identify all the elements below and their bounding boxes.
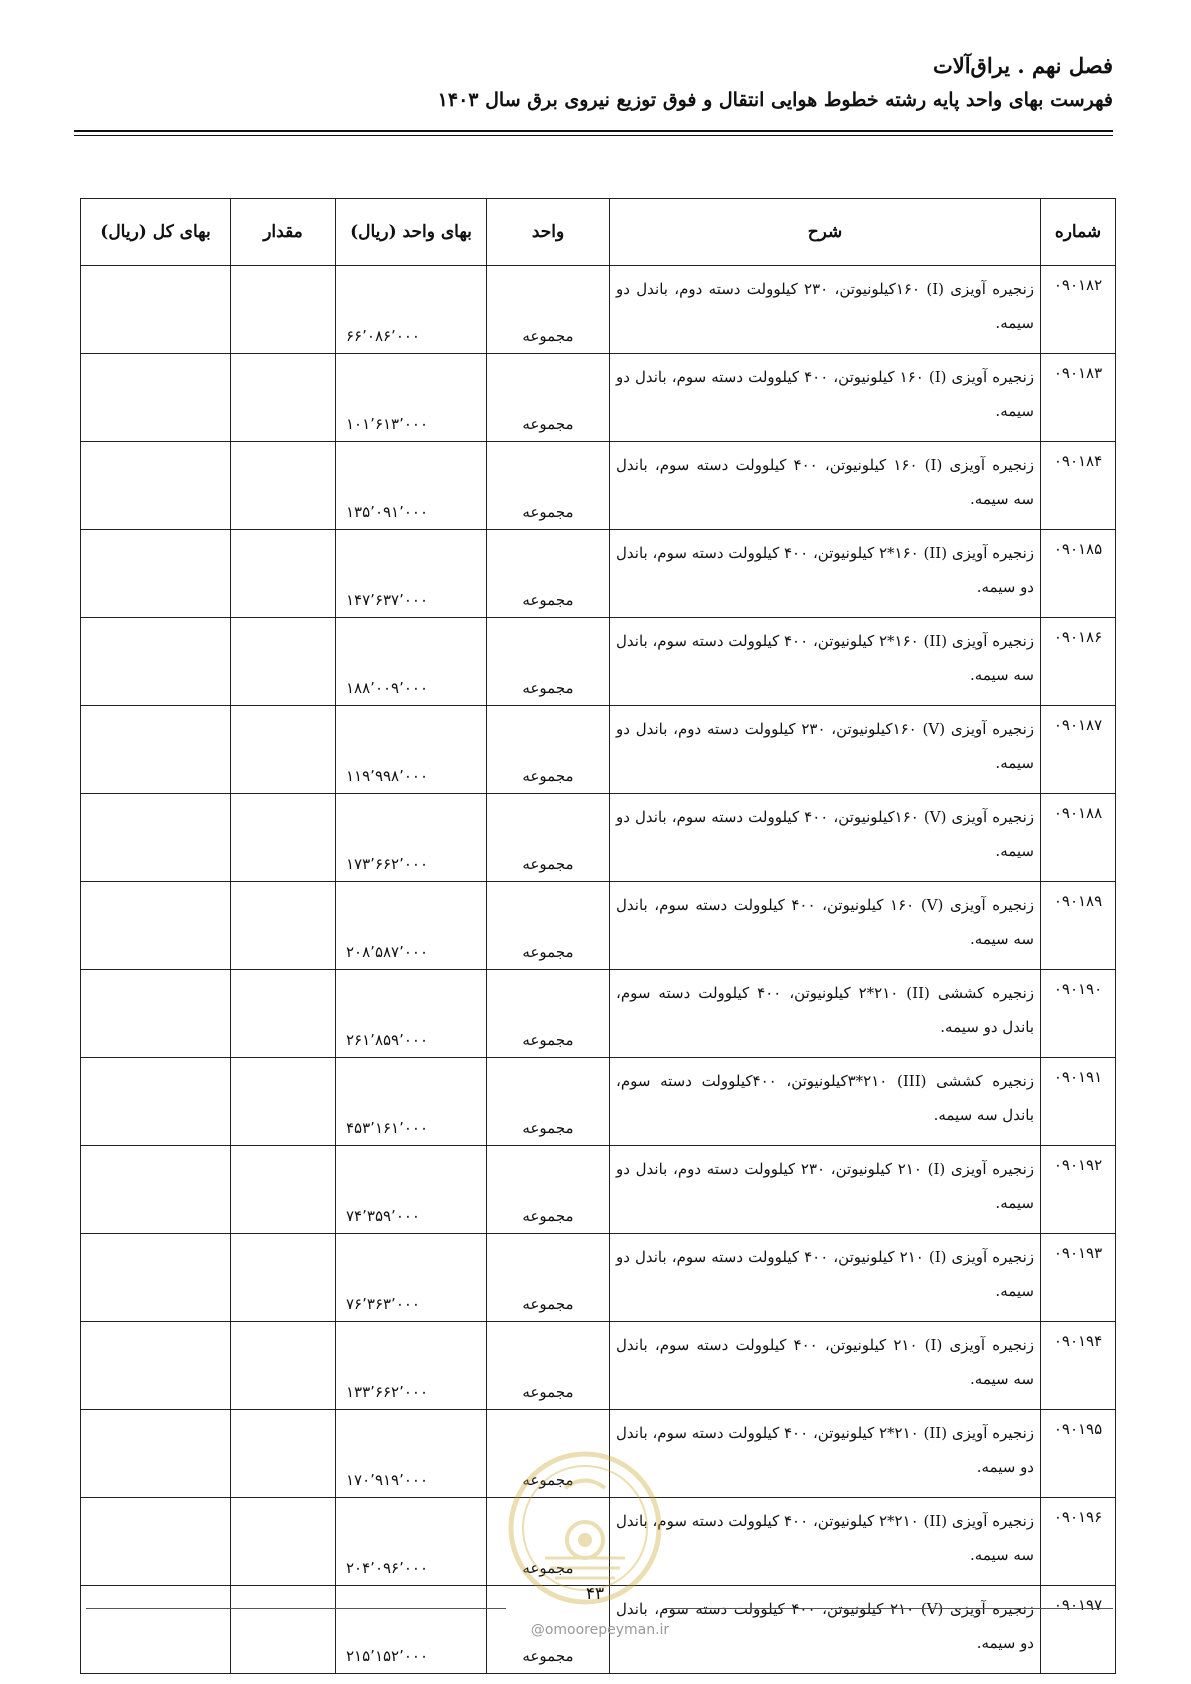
row-description: زنجیره کششی (III) ۳*۲۱۰کیلونیوتن، ۴۰۰کیلوولت دسته سوم، باندل سه سیمه. (610, 1058, 1041, 1146)
row-quantity (231, 1058, 336, 1146)
table-row (81, 266, 1116, 354)
row-quantity (231, 1586, 336, 1674)
row-code: ۰۹۰۱۸۴ (1041, 442, 1116, 530)
table-row (81, 1322, 1116, 1410)
table-header-row (81, 199, 1116, 266)
row-quantity (231, 354, 336, 442)
header-rule (74, 130, 1113, 132)
row-total-price (81, 1410, 231, 1498)
row-unit-price: ۲۱۵٬۱۵۲٬۰۰۰ (336, 1586, 487, 1674)
row-description: زنجیره آویزی (I) ۲۱۰ کیلونیوتن، ۴۰۰ کیلوولت دسته سوم، باندل دو سیمه. (610, 1234, 1041, 1322)
row-code: ۰۹۰۱۹۰ (1041, 970, 1116, 1058)
row-description: زنجیره آویزی (II) ۲*۲۱۰ کیلونیوتن، ۴۰۰ کیلوولت دسته سوم، باندل سه سیمه. (610, 1498, 1041, 1586)
row-code: ۰۹۰۱۹۶ (1041, 1498, 1116, 1586)
row-total-price (81, 442, 231, 530)
table-row (81, 1234, 1116, 1322)
col-header-description: شرح (610, 199, 1041, 266)
row-quantity (231, 442, 336, 530)
row-description: زنجیره آویزی (II) ۲*۱۶۰ کیلونیوتن، ۴۰۰ کیلوولت دسته سوم، باندل سه سیمه. (610, 618, 1041, 706)
row-unit: مجموعه (487, 618, 610, 706)
row-description: زنجیره آویزی (I) ۱۶۰ کیلونیوتن، ۴۰۰ کیلوولت دسته سوم، باندل دو سیمه. (610, 354, 1041, 442)
row-unit: مجموعه (487, 1146, 610, 1234)
row-total-price (81, 530, 231, 618)
row-description: زنجیره آویزی (I) ۱۶۰کیلونیوتن، ۲۳۰ کیلوولت دسته دوم، باندل دو سیمه. (610, 266, 1041, 354)
row-code: ۰۹۰۱۸۶ (1041, 618, 1116, 706)
table-row (81, 618, 1116, 706)
table-row (81, 970, 1116, 1058)
row-description: زنجیره کششی (II) ۲*۲۱۰ کیلونیوتن، ۴۰۰ کیلوولت دسته سوم، باندل دو سیمه. (610, 970, 1041, 1058)
row-quantity (231, 882, 336, 970)
row-description: زنجیره آویزی (I) ۲۱۰ کیلونیوتن، ۲۳۰ کیلوولت دسته دوم، باندل دو سیمه. (610, 1146, 1041, 1234)
row-unit-price: ۲۰۸٬۵۸۷٬۰۰۰ (336, 882, 487, 970)
row-description: زنجیره آویزی (V) ۱۶۰کیلونیوتن، ۲۳۰ کیلوولت دسته دوم، باندل دو سیمه. (610, 706, 1041, 794)
row-unit-price: ۱۰۱٬۶۱۳٬۰۰۰ (336, 354, 487, 442)
row-quantity (231, 970, 336, 1058)
table-row (81, 1058, 1116, 1146)
row-unit: مجموعه (487, 442, 610, 530)
row-total-price (81, 794, 231, 882)
table-row (81, 442, 1116, 530)
row-total-price (81, 1146, 231, 1234)
col-header-total-price: بهای کل (ریال) (81, 199, 231, 266)
row-code: ۰۹۰۱۸۹ (1041, 882, 1116, 970)
row-quantity (231, 794, 336, 882)
row-total-price (81, 706, 231, 794)
row-unit-price: ۶۶٬۰۸۶٬۰۰۰ (336, 266, 487, 354)
col-header-unit: واحد (487, 199, 610, 266)
row-code: ۰۹۰۱۹۴ (1041, 1322, 1116, 1410)
row-unit: مجموعه (487, 1234, 610, 1322)
row-quantity (231, 1146, 336, 1234)
col-header-code: شماره (1041, 199, 1116, 266)
table-row (81, 1146, 1116, 1234)
row-code: ۰۹۰۱۸۲ (1041, 266, 1116, 354)
row-quantity (231, 618, 336, 706)
row-unit: مجموعه (487, 794, 610, 882)
row-code: ۰۹۰۱۸۵ (1041, 530, 1116, 618)
page-header (74, 52, 1113, 114)
table-row (81, 354, 1116, 442)
row-unit: مجموعه (487, 354, 610, 442)
row-unit-price: ۱۱۹٬۹۹۸٬۰۰۰ (336, 706, 487, 794)
document-title: فهرست بهای واحد پایه رشته خطوط هوایی انتقال و فوق توزیع نیروی برق سال ۱۴۰۳ (437, 89, 1113, 111)
row-total-price (81, 970, 231, 1058)
row-unit-price: ۲۰۴٬۰۹۶٬۰۰۰ (336, 1498, 487, 1586)
table-row (81, 706, 1116, 794)
row-unit: مجموعه (487, 530, 610, 618)
row-code: ۰۹۰۱۹۷ (1041, 1586, 1116, 1674)
row-quantity (231, 1410, 336, 1498)
page-number: ۴۳ (585, 1584, 605, 1604)
row-quantity (231, 266, 336, 354)
row-unit-price: ۷۴٬۳۵۹٬۰۰۰ (336, 1146, 487, 1234)
site-watermark-text: @omoorepeyman.ir (530, 1622, 670, 1638)
row-code: ۰۹۰۱۹۱ (1041, 1058, 1116, 1146)
row-quantity (231, 1498, 336, 1586)
row-unit-price: ۱۷۳٬۶۶۲٬۰۰۰ (336, 794, 487, 882)
row-unit-price: ۲۶۱٬۸۵۹٬۰۰۰ (336, 970, 487, 1058)
table-row (81, 794, 1116, 882)
row-description: زنجیره آویزی (V) ۲۱۰ کیلونیوتن، ۴۰۰ کیلوولت دسته سوم، باندل دو سیمه. (610, 1586, 1041, 1674)
row-quantity (231, 1322, 336, 1410)
table-row (81, 882, 1116, 970)
header-rule-thin (74, 135, 1113, 136)
row-description: زنجیره آویزی (V) ۱۶۰ کیلونیوتن، ۴۰۰ کیلوولت دسته سوم، باندل سه سیمه. (610, 882, 1041, 970)
row-unit: مجموعه (487, 1410, 610, 1498)
row-description: زنجیره آویزی (V) ۱۶۰کیلونیوتن، ۴۰۰ کیلوولت دسته سوم، باندل دو سیمه. (610, 794, 1041, 882)
row-quantity (231, 1234, 336, 1322)
row-unit-price: ۱۷۰٬۹۱۹٬۰۰۰ (336, 1410, 487, 1498)
row-total-price (81, 1234, 231, 1322)
footer-rule-left (86, 1608, 506, 1609)
row-unit-price: ۱۳۵٬۰۹۱٬۰۰۰ (336, 442, 487, 530)
row-unit: مجموعه (487, 1586, 610, 1674)
row-description: زنجیره آویزی (II) ۲*۲۱۰ کیلونیوتن، ۴۰۰ کیلوولت دسته سوم، باندل دو سیمه. (610, 1410, 1041, 1498)
row-unit: مجموعه (487, 1498, 610, 1586)
row-unit-price: ۱۳۳٬۶۶۲٬۰۰۰ (336, 1322, 487, 1410)
row-unit: مجموعه (487, 882, 610, 970)
row-quantity (231, 530, 336, 618)
row-unit: مجموعه (487, 706, 610, 794)
table-row (81, 530, 1116, 618)
chapter-title: فصل نهم . یراق‌آلات (932, 53, 1113, 78)
row-total-price (81, 266, 231, 354)
row-unit-price: ۱۸۸٬۰۰۹٬۰۰۰ (336, 618, 487, 706)
row-unit-price: ۱۴۷٬۶۳۷٬۰۰۰ (336, 530, 487, 618)
row-total-price (81, 354, 231, 442)
row-unit: مجموعه (487, 970, 610, 1058)
row-description: زنجیره آویزی (I) ۲۱۰ کیلونیوتن، ۴۰۰ کیلوولت دسته سوم، باندل سه سیمه. (610, 1322, 1041, 1410)
row-unit: مجموعه (487, 266, 610, 354)
row-code: ۰۹۰۱۹۵ (1041, 1410, 1116, 1498)
row-total-price (81, 1498, 231, 1586)
row-total-price (81, 618, 231, 706)
row-unit-price: ۴۵۳٬۱۶۱٬۰۰۰ (336, 1058, 487, 1146)
row-description: زنجیره آویزی (II) ۲*۱۶۰ کیلونیوتن، ۴۰۰ کیلوولت دسته سوم، باندل دو سیمه. (610, 530, 1041, 618)
col-header-quantity: مقدار (231, 199, 336, 266)
row-total-price (81, 1322, 231, 1410)
row-unit-price: ۷۶٬۳۶۳٬۰۰۰ (336, 1234, 487, 1322)
row-code: ۰۹۰۱۸۸ (1041, 794, 1116, 882)
row-code: ۰۹۰۱۹۲ (1041, 1146, 1116, 1234)
row-description: زنجیره آویزی (I) ۱۶۰ کیلونیوتن، ۴۰۰ کیلوولت دسته سوم، باندل سه سیمه. (610, 442, 1041, 530)
row-quantity (231, 706, 336, 794)
row-total-price (81, 1058, 231, 1146)
row-code: ۰۹۰۱۸۷ (1041, 706, 1116, 794)
col-header-unit-price: بهای واحد (ریال) (336, 199, 487, 266)
row-total-price (81, 882, 231, 970)
row-unit: مجموعه (487, 1322, 610, 1410)
row-code: ۰۹۰۱۸۳ (1041, 354, 1116, 442)
footer-rule-right (665, 1608, 1113, 1609)
row-code: ۰۹۰۱۹۳ (1041, 1234, 1116, 1322)
row-total-price (81, 1586, 231, 1674)
row-unit: مجموعه (487, 1058, 610, 1146)
